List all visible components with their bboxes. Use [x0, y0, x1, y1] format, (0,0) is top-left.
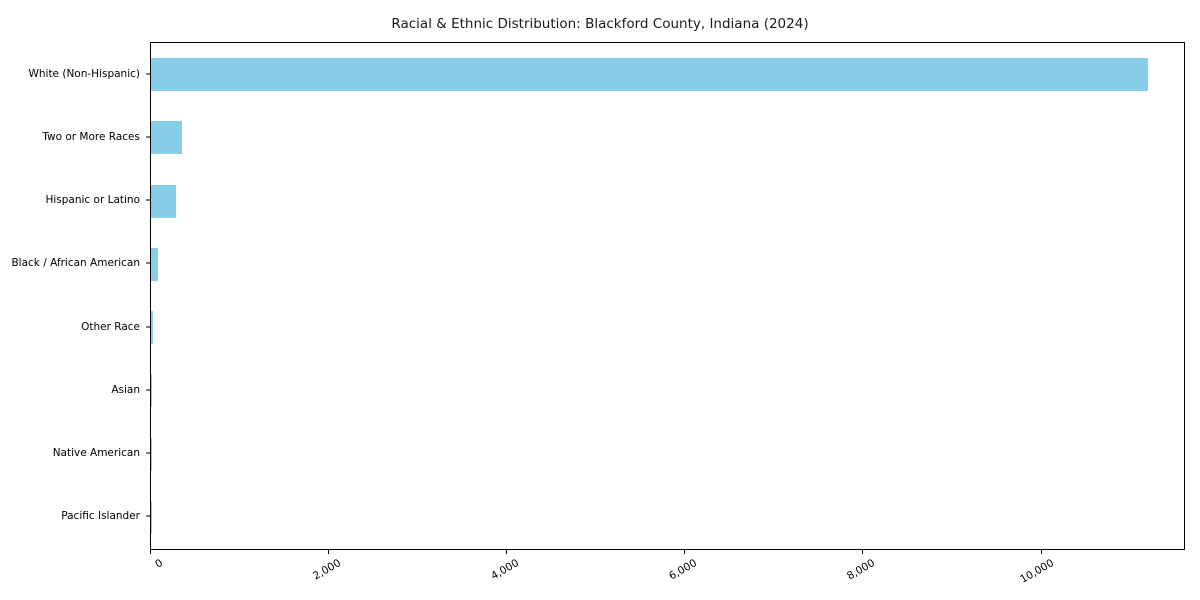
y-tick-label: Pacific Islander: [61, 510, 140, 523]
bar-row: [151, 311, 1184, 344]
y-tick-label: Other Race: [81, 320, 140, 333]
x-tick-label: 10,000: [1017, 557, 1056, 586]
x-tick-label: 8,000: [845, 557, 878, 583]
x-axis: [150, 550, 1185, 600]
y-tick-label: Asian: [111, 383, 140, 396]
x-tick-mark: [684, 550, 685, 554]
bar: [151, 185, 176, 218]
x-tick-mark: [506, 550, 507, 554]
bar: [151, 501, 152, 534]
bar: [151, 374, 152, 407]
x-tick-label: 0: [153, 557, 165, 571]
x-tick-mark: [150, 550, 151, 554]
chart-title: Racial & Ethnic Distribution: Blackford County, Indiana (2024): [391, 16, 809, 32]
bar-row: [151, 121, 1184, 154]
x-tick-label: 4,000: [489, 557, 522, 583]
bar-row: [151, 185, 1184, 218]
x-tick-label: 2,000: [311, 557, 344, 583]
bar: [151, 248, 158, 281]
bar-row: [151, 374, 1184, 407]
bar: [151, 311, 153, 344]
bar-row: [151, 58, 1184, 91]
x-tick-mark: [1041, 550, 1042, 554]
y-axis: [0, 42, 150, 550]
y-tick-label: Two or More Races: [42, 130, 140, 143]
bars-layer: [151, 43, 1184, 549]
bar: [151, 121, 182, 154]
bar: [151, 438, 152, 471]
bar: [151, 58, 1148, 91]
y-tick-label: Hispanic or Latino: [45, 194, 140, 207]
bar-row: [151, 438, 1184, 471]
y-tick-label: Native American: [52, 447, 140, 460]
plot-area: [150, 42, 1185, 550]
bar-row: [151, 501, 1184, 534]
x-tick-label: 6,000: [667, 557, 700, 583]
y-tick-label: White (Non-Hispanic): [28, 67, 140, 80]
y-tick-label: Black / African American: [11, 257, 140, 270]
x-tick-mark: [328, 550, 329, 554]
x-tick-mark: [862, 550, 863, 554]
bar-row: [151, 248, 1184, 281]
